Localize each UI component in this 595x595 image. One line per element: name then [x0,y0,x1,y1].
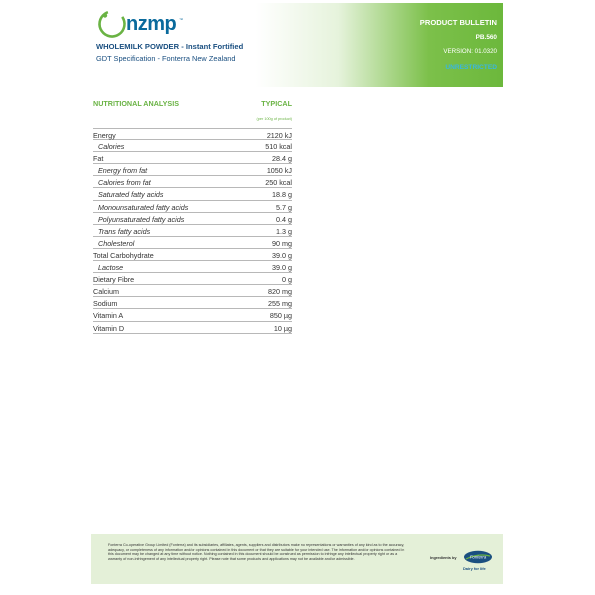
product-bulletin-page [91,3,503,584]
row-label: Trans fatty acids [98,226,151,236]
version-label: VERSION: 01.0320 [443,48,497,55]
row-value: 90 mg [272,238,292,248]
table-row [93,176,292,188]
nzmp-logo-icon [97,9,127,39]
row-value: 850 µg [269,311,292,321]
nutritional-analysis-table [93,97,292,334]
row-value: 250 kcal [265,178,292,188]
header-banner [91,3,503,87]
column-heading: TYPICAL [261,99,292,108]
row-label: Vitamin A [93,311,124,321]
fonterra-logo-icon [463,550,493,564]
row-label: Lactose [98,263,124,273]
fonterra-logo-text: Fonterra [469,554,487,560]
table-row [93,285,292,297]
row-label: Dietary Fibre [93,275,135,285]
table-header [93,97,292,117]
table-row [93,237,292,249]
table-row [93,297,292,309]
row-label: Energy [93,131,116,140]
table-row [93,309,292,321]
row-value: 0 g [282,275,292,285]
row-label: Polyunsaturated fatty acids [98,214,185,224]
row-value: 28.4 g [272,154,292,164]
table-row [93,140,292,152]
disclaimer-text: Fonterra Co-operative Group Limited (Fonterra) and its subsidiaries, affiliates, agents, suppliers and distributors make no representations or warranties of any kind as to the accuracy, adequacy, or completeness of any information and/or opinions contained in this document or that they are suitable for your intended use. The information and/or opinions contained in this document may be changed at any time without notice. Nothing contained in this document should be construed as permission to infringe any intellectual property right or as a warranty of non-infringement of any intellectual property right. Please note that some products and applications may not be available and/or admissible. [108,543,405,561]
table-row [93,213,292,225]
row-value: 510 kcal [265,142,292,152]
table-row [93,188,292,200]
table-row [93,152,292,164]
row-label: Cholesterol [98,238,135,248]
row-value: 820 mg [268,287,292,297]
row-label: Sodium [93,299,118,309]
table-row [93,273,292,285]
row-value: 39.0 g [272,250,292,260]
table-row [93,128,292,140]
table-basis: (per 100g of product) [256,117,292,121]
row-value: 255 mg [268,299,292,309]
row-label: Calories from fat [98,178,151,188]
row-value: 18.8 g [272,190,292,200]
row-value: 1.3 g [276,226,292,236]
table-row [93,261,292,273]
bulletin-title: PRODUCT BULLETIN [419,18,497,27]
status-tag: UNRESTRICTED [445,64,497,71]
row-value: 2120 kJ [266,131,292,140]
table-row [93,164,292,176]
table-heading: NUTRITIONAL ANALYSIS [93,99,179,108]
table-row [93,249,292,261]
row-label: Fat [93,154,104,164]
spec-line: GDT Specification - Fonterra New Zealand [96,54,236,63]
tagline: Dairy for life [463,566,486,571]
row-label: Total Carbohydrate [93,250,154,260]
product-name: WHOLEMILK POWDER - Instant Fortified [96,42,244,51]
table-row [93,322,292,334]
row-value: 1050 kJ [266,166,292,176]
footer-banner [91,534,503,584]
logo-wordmark: nzmp [126,13,177,35]
row-value: 39.0 g [272,263,292,273]
row-value: 5.7 g [276,202,292,212]
row-label: Calories [98,142,125,152]
row-label: Monounsaturated fatty acids [98,202,189,212]
row-value: 0.4 g [276,214,292,224]
row-label: Vitamin D [93,323,125,333]
table-row [93,225,292,237]
table-row [93,201,292,213]
nzmp-logo [97,9,187,41]
ingredients-by-label: Ingredients by [430,555,457,560]
row-label: Saturated fatty acids [98,190,164,200]
row-value: 10 µg [273,323,292,333]
logo-trademark: ™ [179,17,183,22]
row-label: Energy from fat [98,166,148,176]
bulletin-number: PB.560 [475,34,497,41]
row-label: Calcium [93,287,119,297]
